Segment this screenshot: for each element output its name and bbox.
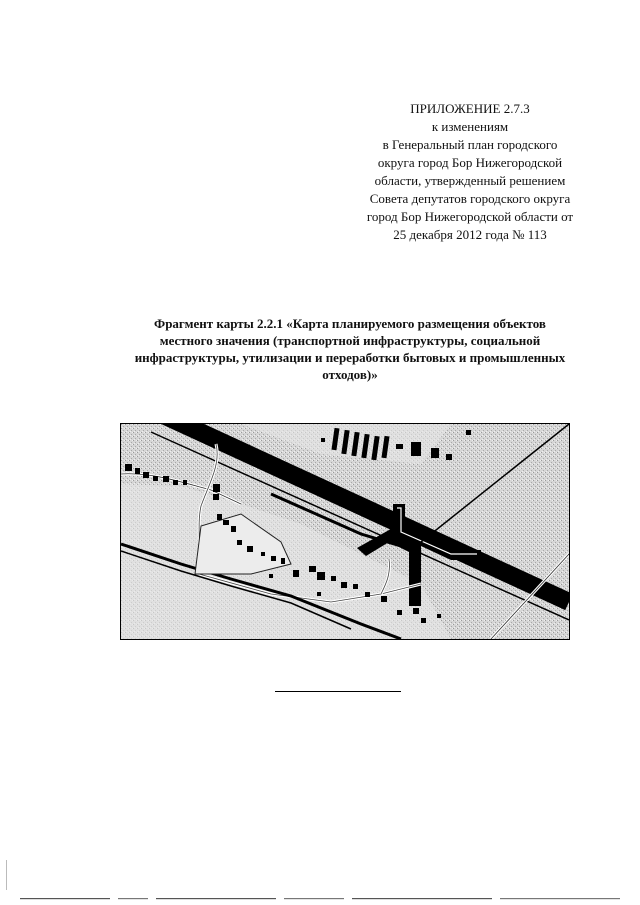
appendix-date-line: 25 декабря 2012 года № 113	[393, 227, 547, 242]
map-caption	[100, 315, 600, 383]
map-fragment	[120, 423, 570, 640]
appendix-line: город Бор Нижегородской области от	[366, 209, 574, 224]
appendix-line: округа город Бор Нижегородской	[377, 155, 563, 170]
scan-artifact	[0, 893, 640, 905]
end-divider	[275, 691, 401, 692]
appendix-line: области, утвержденный решением	[374, 173, 566, 188]
caption-line: отходов)»	[322, 367, 378, 382]
scan-edge-mark	[6, 860, 7, 890]
appendix-heading	[330, 100, 610, 244]
map-drawing	[121, 424, 569, 639]
caption-line: местного значения (транспортной инфраструктуры, социальной	[159, 333, 541, 348]
caption-line: инфраструктуры, утилизации и переработки бытовых и промышленных	[134, 350, 566, 365]
caption-line: Фрагмент карты 2.2.1 «Карта планируемого размещения объектов	[154, 316, 546, 331]
appendix-line: Совета депутатов городского округа	[369, 191, 571, 206]
appendix-line: к изменениям	[431, 119, 509, 134]
appendix-title: ПРИЛОЖЕНИЕ 2.7.3	[410, 101, 530, 116]
appendix-line: в Генеральный план городского	[382, 137, 558, 152]
